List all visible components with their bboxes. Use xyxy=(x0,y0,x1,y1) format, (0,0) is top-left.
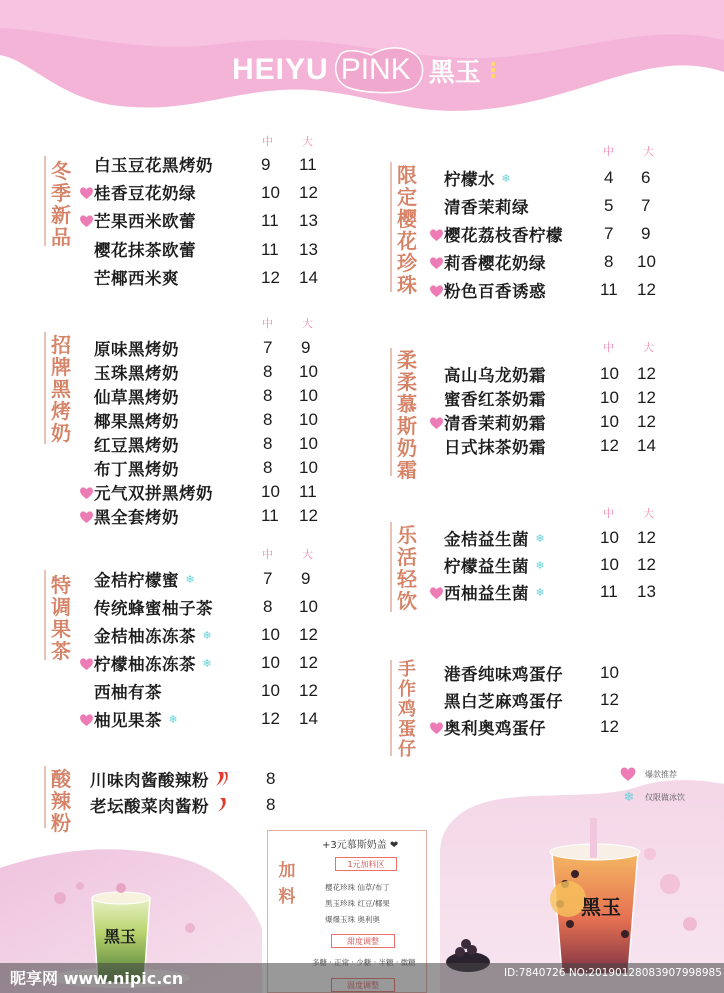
price-medium: 10 xyxy=(600,412,619,431)
menu-item xyxy=(94,480,213,504)
price-medium: 11 xyxy=(261,240,279,259)
size-head-medium: 中 xyxy=(603,145,614,158)
addon-row: 黑玉珍珠 红豆/椰果 xyxy=(325,899,390,908)
price-medium: 8 xyxy=(263,410,273,429)
menu-item xyxy=(444,222,563,246)
price-medium: 10 xyxy=(261,653,280,672)
menu-item xyxy=(94,360,179,384)
brand-pink-text: PINK xyxy=(340,53,411,86)
menu-item xyxy=(444,688,563,712)
menu-item xyxy=(444,661,563,685)
menu-item xyxy=(444,250,546,274)
price-large: 10 xyxy=(299,434,318,453)
item-name: 柚见果茶 xyxy=(94,711,162,730)
section-title-fruit: 特 调 果 茶 xyxy=(51,573,71,663)
ice-only-icon: ❄ xyxy=(185,572,195,586)
price-large: 12 xyxy=(637,280,656,299)
price-medium: 10 xyxy=(261,183,280,202)
section-title-mousse: 柔 柔 慕 斯 奶 霜 xyxy=(397,348,417,482)
item-name: 清香茉莉奶霜 xyxy=(444,414,546,433)
item-name: 日式抹茶奶霜 xyxy=(444,438,546,457)
price-medium: 8 xyxy=(263,362,273,381)
size-head-large: 大 xyxy=(643,507,654,520)
brand-seal-icon xyxy=(491,62,495,78)
item-name: 元气双拼黑烤奶 xyxy=(94,484,213,503)
brand-name-cn: 黑玉 xyxy=(428,57,481,88)
menu-item xyxy=(94,265,179,289)
section-title-tart: 手 作 鸡 蛋 仔 xyxy=(398,659,416,760)
section-bar-mousse xyxy=(390,348,392,476)
legend-hot-label: 爆款推荐 xyxy=(645,769,677,779)
menu-item xyxy=(94,707,180,731)
price-large: 14 xyxy=(299,268,318,287)
price-large: 13 xyxy=(299,211,318,230)
menu-item xyxy=(94,595,213,619)
menu-item xyxy=(94,651,214,675)
item-name: 红豆黑烤奶 xyxy=(94,436,179,455)
ice-only-icon: ❄ xyxy=(202,656,212,670)
menu-item xyxy=(94,237,196,261)
price-large: 11 xyxy=(299,155,317,174)
size-head-medium: 中 xyxy=(262,317,273,330)
item-name: 黑全套烤奶 xyxy=(94,508,179,527)
item-name: 白玉豆花黑烤奶 xyxy=(94,156,213,175)
addon-title: 加 料 xyxy=(278,861,296,907)
section-bar-tart xyxy=(390,660,392,756)
price-large: 12 xyxy=(299,653,318,672)
item-name: 樱花抹茶欧蕾 xyxy=(94,241,196,260)
item-name: 樱花荔枝香柠檬 xyxy=(444,226,563,245)
item-name: 莉香樱花奶绿 xyxy=(444,254,546,273)
hot-pick-icon xyxy=(79,657,94,671)
price-medium: 9 xyxy=(261,155,271,174)
item-name: 仙草黑烤奶 xyxy=(94,388,179,407)
menu-item xyxy=(94,208,196,232)
price-medium: 8 xyxy=(604,252,614,271)
item-name: 黑白芝麻鸡蛋仔 xyxy=(444,692,563,711)
item-name: 传统蜂蜜柚子茶 xyxy=(94,599,213,618)
hot-pick-icon xyxy=(429,586,444,600)
brand-logo xyxy=(232,50,495,90)
price-large: 14 xyxy=(637,436,656,455)
item-name: 港香纯味鸡蛋仔 xyxy=(444,665,563,684)
item-name: 芒椰西米爽 xyxy=(94,269,179,288)
drink-photo xyxy=(440,774,724,993)
item-name: 粉色百香诱惑 xyxy=(444,282,546,301)
price-large: 10 xyxy=(299,597,318,616)
section-bar-fruit xyxy=(44,570,46,660)
ice-only-icon: ❄ xyxy=(535,531,545,545)
price-large: 12 xyxy=(637,364,656,383)
section-bar-signature xyxy=(44,332,46,444)
price-large: 13 xyxy=(637,582,656,601)
menu-item xyxy=(94,152,213,176)
price-medium: 12 xyxy=(261,268,280,287)
menu-item xyxy=(94,408,179,432)
price-medium: 10 xyxy=(261,681,280,700)
ice-only-icon: ❄ xyxy=(202,628,212,642)
size-head-large: 大 xyxy=(643,341,654,354)
price-medium: 7 xyxy=(604,224,614,243)
price: 12 xyxy=(600,690,619,709)
hot-pick-icon xyxy=(79,713,94,727)
menu-item xyxy=(90,767,230,791)
item-name: 西柚有茶 xyxy=(94,683,162,702)
price-large: 14 xyxy=(299,709,318,728)
hot-pick-icon xyxy=(429,284,444,298)
section-bar-noodle xyxy=(44,766,46,828)
price-large: 12 xyxy=(299,681,318,700)
legend-ice-label: 仅限做冰饮 xyxy=(645,793,685,802)
menu-item xyxy=(444,278,546,302)
watermark-site: 昵享网 www.nipic.cn xyxy=(10,969,184,988)
item-name: 金桔益生菌 xyxy=(444,530,529,549)
section-title-signature: 招 牌 黑 烤 奶 xyxy=(51,333,71,445)
size-head-medium: 中 xyxy=(603,507,614,520)
item-name: 柠檬柚冻冻茶 xyxy=(94,655,196,674)
item-name: 清香茉莉绿 xyxy=(444,198,529,217)
size-head-large: 大 xyxy=(302,548,313,561)
price: 10 xyxy=(600,663,619,682)
price-large: 10 xyxy=(299,386,318,405)
ice-only-icon: ❄ xyxy=(535,558,545,572)
watermark-id: ID:7840726 NO:20190128083907998985 xyxy=(504,967,722,979)
item-name: 老坛酸菜肉酱粉 xyxy=(90,797,209,816)
price-large: 12 xyxy=(637,528,656,547)
size-head-large: 大 xyxy=(643,145,654,158)
price-medium: 10 xyxy=(600,555,619,574)
item-name: 高山乌龙奶霜 xyxy=(444,366,546,385)
hot-pick-icon xyxy=(429,416,444,430)
item-name: 布丁黑烤奶 xyxy=(94,460,179,479)
price-medium: 4 xyxy=(604,168,614,187)
price-medium: 7 xyxy=(263,569,273,588)
item-name: 玉珠黑烤奶 xyxy=(94,364,179,383)
price-large: 12 xyxy=(299,183,318,202)
price-medium: 10 xyxy=(600,364,619,383)
price-medium: 5 xyxy=(604,196,614,215)
menu-item xyxy=(94,623,214,647)
price-medium: 10 xyxy=(261,482,280,501)
price-medium: 8 xyxy=(263,434,273,453)
ice-only-icon: ❄ xyxy=(535,585,545,599)
legend-hot xyxy=(619,766,677,782)
addon-row: 樱花珍珠 仙草/布丁 xyxy=(325,883,390,892)
size-head-large: 大 xyxy=(302,135,313,148)
menu-item xyxy=(94,456,179,480)
price-large: 10 xyxy=(299,362,318,381)
section-title-winter: 冬 季 新 品 xyxy=(51,159,71,249)
price-large: 10 xyxy=(637,252,656,271)
price: 12 xyxy=(600,717,619,736)
menu-item xyxy=(94,679,162,703)
price-medium: 10 xyxy=(261,625,280,644)
price-large: 6 xyxy=(641,168,651,187)
price-medium: 10 xyxy=(600,528,619,547)
legend-ice xyxy=(621,790,685,805)
section-bar-probiotic xyxy=(390,522,392,612)
size-head-medium: 中 xyxy=(603,341,614,354)
menu-item xyxy=(444,166,513,190)
chili-icon xyxy=(212,796,230,814)
menu-item xyxy=(444,194,529,218)
chili-icon xyxy=(212,770,230,788)
price-medium: 8 xyxy=(263,386,273,405)
item-name: 金桔柚冻冻茶 xyxy=(94,627,196,646)
menu-item xyxy=(94,180,196,204)
menu-item xyxy=(94,384,179,408)
price-large: 9 xyxy=(301,338,311,357)
ice-only-icon: ❄ xyxy=(168,712,178,726)
hot-pick-icon xyxy=(429,256,444,270)
price: 8 xyxy=(266,795,276,814)
ice-only-icon: ❄ xyxy=(623,790,635,805)
item-name: 桂香豆花奶绿 xyxy=(94,184,196,203)
section-bar-winter xyxy=(44,156,46,246)
price-medium: 10 xyxy=(600,388,619,407)
hot-pick-icon xyxy=(619,766,637,782)
cup-logo: 黑玉 xyxy=(581,895,621,919)
hot-pick-icon xyxy=(79,486,94,500)
size-head-large: 大 xyxy=(302,317,313,330)
price-large: 12 xyxy=(637,555,656,574)
menu-item xyxy=(444,434,546,458)
menu-item xyxy=(90,793,230,817)
price: 8 xyxy=(266,769,276,788)
price-medium: 7 xyxy=(263,338,273,357)
item-name: 柠檬益生菌 xyxy=(444,557,529,576)
item-name: 芒果西米欧蕾 xyxy=(94,212,196,231)
price-medium: 11 xyxy=(261,506,279,525)
price-medium: 11 xyxy=(600,582,618,601)
menu-item xyxy=(94,336,179,360)
ice-only-icon: ❄ xyxy=(501,171,511,185)
price-medium: 8 xyxy=(263,458,273,477)
price-medium: 11 xyxy=(600,280,618,299)
hot-pick-icon xyxy=(79,510,94,524)
section-title-probiotic: 乐 活 轻 饮 xyxy=(397,523,417,613)
hot-pick-icon xyxy=(79,214,94,228)
menu-item xyxy=(444,362,546,386)
item-name: 原味黑烤奶 xyxy=(94,340,179,359)
price-large: 13 xyxy=(299,240,318,259)
hot-pick-icon xyxy=(429,721,444,735)
menu-item xyxy=(94,504,179,528)
size-head-medium: 中 xyxy=(262,548,273,561)
price-large: 10 xyxy=(299,458,318,477)
menu-item xyxy=(444,580,547,604)
menu-item xyxy=(444,526,547,550)
brand-name-pink xyxy=(337,53,415,87)
item-name: 蜜香红茶奶霜 xyxy=(444,390,546,409)
menu-item xyxy=(444,553,547,577)
addon-mousse-header: +3元慕斯奶盖 ❤ xyxy=(322,840,399,851)
price-large: 12 xyxy=(299,625,318,644)
section-title-sakura: 限 定 樱 花 珍 珠 xyxy=(397,163,417,297)
addon-pill-sweetness: 甜度调整 xyxy=(331,934,395,948)
item-name: 金桔柠檬蜜 xyxy=(94,571,179,590)
size-head-medium: 中 xyxy=(262,135,273,148)
menu-item xyxy=(94,432,179,456)
item-name: 椰果黑烤奶 xyxy=(94,412,179,431)
addon-pill-topping: 1元加料区 xyxy=(335,857,397,871)
price-large: 12 xyxy=(637,388,656,407)
price-large: 9 xyxy=(301,569,311,588)
item-name: 川味肉酱酸辣粉 xyxy=(90,771,209,790)
price-large: 10 xyxy=(299,410,318,429)
price-medium: 12 xyxy=(261,709,280,728)
section-bar-sakura xyxy=(390,162,392,292)
menu-item xyxy=(444,386,546,410)
price-large: 12 xyxy=(299,506,318,525)
price-large: 9 xyxy=(641,224,651,243)
price-medium: 12 xyxy=(600,436,619,455)
price-large: 11 xyxy=(299,482,317,501)
item-name: 柠檬水 xyxy=(444,170,495,189)
menu-item xyxy=(444,715,546,739)
hot-pick-icon xyxy=(79,186,94,200)
item-name: 西柚益生菌 xyxy=(444,584,529,603)
price-large: 12 xyxy=(637,412,656,431)
hot-pick-icon xyxy=(429,228,444,242)
cup-logo: 黑玉 xyxy=(104,927,137,946)
price-medium: 8 xyxy=(263,597,273,616)
brand-name-en: HEIYU xyxy=(232,53,329,86)
item-name: 奥利奥鸡蛋仔 xyxy=(444,719,546,738)
section-title-noodle: 酸 辣 粉 xyxy=(51,767,71,835)
menu-item xyxy=(94,567,197,591)
price-medium: 11 xyxy=(261,211,279,230)
addon-row: 爆爆玉珠 奥利奥 xyxy=(325,915,380,924)
price-large: 7 xyxy=(641,196,651,215)
menu-item xyxy=(444,410,546,434)
